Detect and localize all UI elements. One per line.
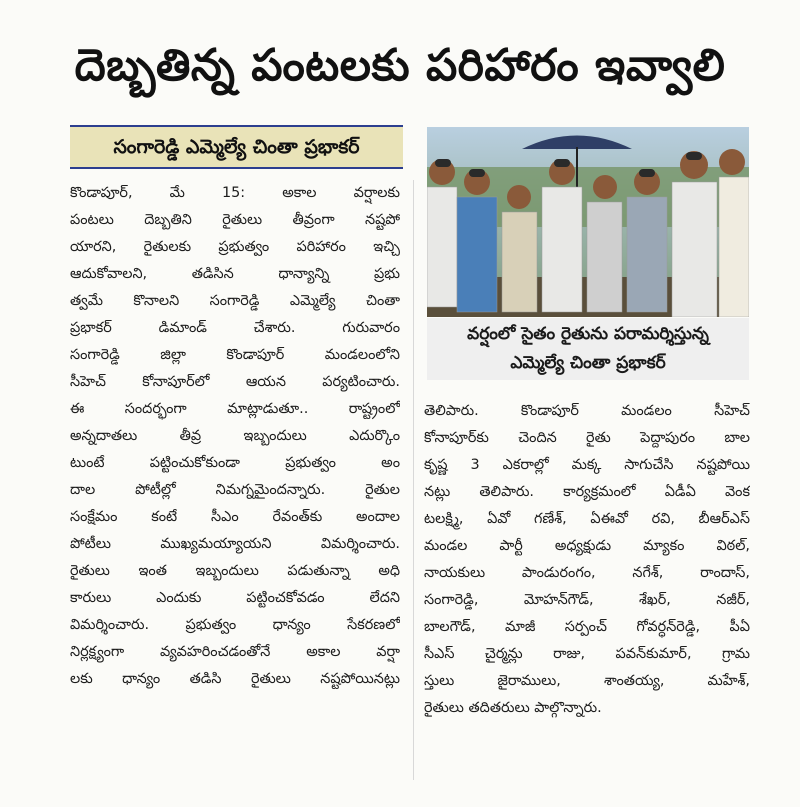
article-text-line: విమర్శించారు. ప్రభుత్వం ధాన్యం సేకరణలో <box>70 617 400 633</box>
article-headline: దెబ్బతిన్న పంటలకు పరిహారం ఇవ్వాలి <box>74 40 726 91</box>
photo-caption-line-1: వర్షంలో సైతం రైతును పరామర్శిస్తున్న <box>467 324 709 344</box>
article-text-line: ప్రభాకర్ డిమాండ్ చేశారు. గురువారం <box>70 320 400 336</box>
article-text-line: నిర్లక్ష్యంగా వ్యవహరించడంతోనే అకాల వర్షా <box>70 644 400 660</box>
article-text-line: మండల పార్టీ అధ్యక్షుడు మ్యాకం విఠల్, <box>424 538 750 554</box>
article-text-line: తెలిపారు. కొండాపూర్ మండలం సీహెచ్ <box>424 403 750 419</box>
article-column-right <box>424 398 750 722</box>
article-column-left <box>70 180 400 693</box>
article-text-line: కోనాపూర్‌కు చెందిన రైతు పెద్దాపురం బాల <box>424 430 750 446</box>
article-text-line: కృష్ణ 3 ఎకరాల్లో మక్క సాగుచేసి నష్టపోయి <box>424 457 750 473</box>
article-text-line: సంగారెడ్డి, మోహన్‌గౌడ్, శేఖర్, నజీర్, <box>424 592 750 608</box>
article-text-line: స్తులు జైరాములు, శాంతయ్య, మహేశ్, <box>424 673 750 689</box>
photo-caption-line-2: ఎమ్మెల్యే చింతా ప్రభాకర్ <box>510 353 666 373</box>
article-text-line: పంటలు దెబ్బతిని రైతులు తీవ్రంగా నష్టపో <box>70 212 400 228</box>
article-text-line: టలక్ష్మి, ఏవో గణేశ్, ఏఈవో రవి, బీఆర్‌ఎస్ <box>424 511 750 527</box>
article-subheadline: సంగారెడ్డి ఎమ్మెల్యే చింతా ప్రభాకర్ <box>70 125 403 169</box>
article-text-line: ఆదుకోవాలని, తడిసిన ధాన్యాన్ని ప్రభు <box>70 266 400 282</box>
article-text-line: బాలగౌడ్, మాజీ సర్పంచ్ గోవర్ధన్‌రెడ్డి, పీఏ <box>424 619 750 635</box>
article-text-line: సంక్షేమం కంటే సీఎం రేవంత్‌కు అందాల <box>70 509 400 525</box>
article-text-line: కారులు ఎందుకు పట్టించకోవడం లేదని <box>70 590 400 606</box>
article-text-line: త్వమే కొనాలని సంగారెడ్డి ఎమ్మెల్యే చింతా <box>70 293 400 309</box>
article-text-line: రైతులు తదితరులు పాల్గొన్నారు. <box>424 700 602 716</box>
article-text-line: ఈ సందర్భంగా మాట్లాడుతూ.. రాష్ట్రంలో <box>70 401 400 417</box>
article-text-line: పోటీలు ముఖ్యమయ్యాయని విమర్శించారు. <box>70 536 400 552</box>
article-text-line: సీఎస్ చైర్మన్లు రాజు, పవన్‌కుమార్, గ్రామ <box>424 646 750 662</box>
article-text-line: లకు ధాన్యం తడిసి రైతులు నష్టపోయినట్లు <box>70 671 400 687</box>
article-text-line: నాయకులు పాండురంగం, నగేశ్, రాందాస్, <box>424 565 750 581</box>
article-text-line: రైతులు ఇంత ఇబ్బందులు పడుతున్నా అధి <box>70 563 400 579</box>
article-photo <box>427 127 749 317</box>
article-text-line: యారని, రైతులకు ప్రభుత్వం పరిహారం ఇచ్చి <box>70 239 400 255</box>
article-text-line: నట్లు తెలిపారు. కార్యక్రమంలో ఏడీఏ వెంక <box>424 484 750 500</box>
article-text-line: అన్నదాతలు తీవ్ర ఇబ్బందులు ఎదుర్కొం <box>70 428 400 444</box>
article-text-line: కొండాపూర్, మే 15: అకాల వర్షాలకు <box>70 185 400 201</box>
article-text-line: సంగారెడ్డి జిల్లా కొండాపూర్ మండలంలోని <box>70 347 400 363</box>
article-text-line: దాల పోటీల్లో నిమగ్నమైందన్నారు. రైతుల <box>70 482 400 498</box>
article-text-line: సీహెచ్ కోనాపూర్‌లో ఆయన పర్యటించారు. <box>70 374 400 390</box>
column-divider <box>413 180 414 780</box>
article-text-line: టుంటే పట్టించుకోకుండా ప్రభుత్వం అం <box>70 455 400 471</box>
photo-caption <box>427 318 749 380</box>
